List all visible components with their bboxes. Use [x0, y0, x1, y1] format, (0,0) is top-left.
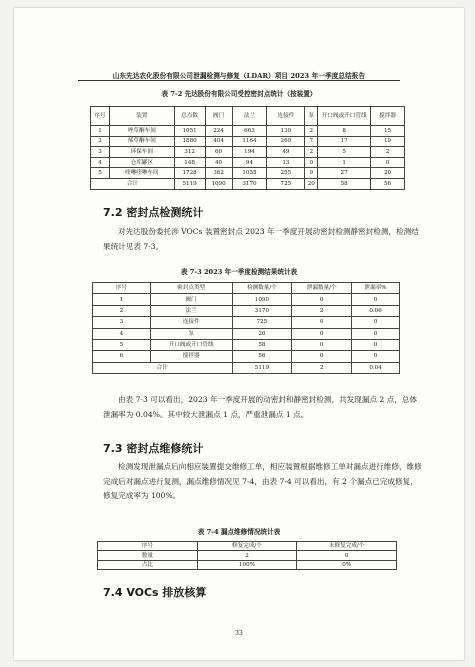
- table-cell: 1728: [174, 168, 205, 179]
- table-cell: 搅拌器: [150, 351, 232, 362]
- table-cell: 3: [93, 317, 151, 328]
- table-cell: 合计: [91, 178, 175, 189]
- table-cell: 1055: [232, 168, 267, 179]
- table-cell: 开口阀或开口管线: [150, 339, 232, 350]
- table-cell: 404: [205, 136, 232, 147]
- table-cell: 56: [232, 351, 292, 362]
- table-cell: 139: [267, 126, 305, 137]
- table-cell: 5: [91, 168, 110, 179]
- table-cell: 6: [93, 351, 151, 362]
- table-header-cell: 连接件: [267, 107, 305, 126]
- table-cell: 2: [305, 126, 318, 137]
- table-row: [98, 551, 397, 560]
- running-header: 山东先达农化股份有限公司泄漏检测与修复（LDAR）项目 2023 年一季度总结报告: [112, 72, 366, 80]
- table-cell: 2: [292, 305, 352, 316]
- table-cell: 58: [318, 178, 371, 189]
- table-row: [91, 126, 405, 137]
- table-row: [93, 339, 400, 350]
- table-row: [93, 351, 400, 362]
- table-cell: 2: [197, 551, 297, 560]
- table-header-cell: 泄漏数量/个: [292, 283, 352, 294]
- table-cell: 194: [232, 147, 267, 158]
- table-cell: 连接件: [150, 317, 232, 328]
- table-header-cell: 总点数: [174, 107, 205, 126]
- table-header-row: [91, 107, 405, 126]
- table-cell: 0: [292, 317, 352, 328]
- table-7-2: [90, 106, 405, 190]
- table-cell: 数量: [98, 551, 198, 560]
- table-cell: 2: [93, 305, 151, 316]
- table-cell: 法兰: [150, 305, 232, 316]
- table-cell: 0.04: [352, 362, 400, 373]
- table-cell: 阀门: [150, 294, 232, 305]
- table-row: [91, 168, 405, 179]
- table-cell: 663: [232, 126, 267, 137]
- table-header-cell: 检测数量/个: [232, 283, 292, 294]
- table-header-cell: 密封点类型: [150, 283, 232, 294]
- table-cell: 60: [205, 147, 232, 158]
- table-cell: 2: [292, 362, 352, 373]
- table-header-cell: 序号: [91, 107, 110, 126]
- table-cell: 362: [205, 168, 232, 179]
- table-header-cell: 阀门: [205, 107, 232, 126]
- table-cell: 泵: [150, 328, 232, 339]
- table-cell: 1164: [232, 136, 267, 147]
- table-cell: 0: [352, 328, 400, 339]
- table-cell: 5119: [232, 362, 292, 373]
- table-header-cell: 序号: [93, 283, 151, 294]
- table-cell: 0: [305, 157, 318, 168]
- table-cell: 占比: [98, 560, 198, 569]
- table-cell: 3170: [232, 178, 267, 189]
- table-cell: 20: [371, 168, 405, 179]
- table-header-row: [93, 283, 400, 294]
- table-cell: 2: [91, 136, 110, 147]
- table-cell: 0: [352, 317, 400, 328]
- table-cell: 5: [318, 147, 371, 158]
- table-cell: 3170: [232, 305, 292, 316]
- table-cell: 8: [318, 126, 371, 137]
- table-cell: 1051: [174, 126, 205, 137]
- table-header-cell: 法兰: [232, 107, 267, 126]
- table-cell: 烯草酮车间: [109, 136, 174, 147]
- table-cell: 5: [93, 339, 151, 350]
- table-cell: 3: [91, 147, 110, 158]
- table-cell: 312: [174, 147, 205, 158]
- table-cell: 7: [305, 136, 318, 147]
- table-row: [93, 294, 400, 305]
- table-cell: 0: [352, 351, 400, 362]
- table-cell: 1: [93, 294, 151, 305]
- page-number: 33: [235, 630, 243, 637]
- table-cell: 255: [267, 168, 305, 179]
- table-7-3-caption: 表 7-3 2023 年一季度检测结果统计表: [180, 268, 298, 276]
- document-page: [14, 8, 464, 660]
- table-cell: 唑草酮车间: [109, 126, 174, 137]
- table-cell: 环保车间: [109, 147, 174, 158]
- table-cell: 49: [267, 147, 305, 158]
- table-header-row: [98, 542, 397, 551]
- table-cell: 15: [371, 126, 405, 137]
- table-row: [98, 560, 397, 569]
- table-cell: 19: [371, 136, 405, 147]
- table-cell: 40: [205, 157, 232, 168]
- table-row: [93, 328, 400, 339]
- table-cell: 58: [232, 339, 292, 350]
- table-cell: 269: [267, 136, 305, 147]
- table-cell: 94: [232, 157, 267, 168]
- paragraph: 由表 7-3 可以看出，2023 年一季度开展的动密封和静密封检测，共发现漏点 2 点，总体泄漏率为 0.04%。其中较大泄漏点 1 点，严重泄漏点 1 点。: [103, 395, 418, 419]
- table-cell: 1: [91, 126, 110, 137]
- table-cell: 148: [174, 157, 205, 168]
- table-cell: 1880: [174, 136, 205, 147]
- table-cell: 725: [232, 317, 292, 328]
- table-header-cell: 修复完成/个: [197, 542, 297, 551]
- table-row: [91, 147, 405, 158]
- table-row: [91, 157, 405, 168]
- table-cell: 4: [91, 157, 110, 168]
- table-cell: 仓库罐区: [109, 157, 174, 168]
- table-cell: 27: [318, 168, 371, 179]
- table-header-cell: 装置: [109, 107, 174, 126]
- table-cell: 1: [318, 157, 371, 168]
- table-total-row: [93, 362, 400, 373]
- table-7-3: [92, 282, 400, 374]
- table-cell: 20: [305, 178, 318, 189]
- header-rule: [78, 80, 400, 81]
- table-cell: 13: [267, 157, 305, 168]
- table-cell: 100%: [197, 560, 297, 569]
- table-cell: 0: [292, 328, 352, 339]
- table-cell: 0: [352, 339, 400, 350]
- table-cell: 17: [318, 136, 371, 147]
- table-cell: 0: [292, 339, 352, 350]
- table-7-4: [97, 541, 397, 570]
- table-header-cell: 开口阀或开口管线: [318, 107, 371, 126]
- paragraph: 对先达股份委托涉 VOCs 装置密封点 2023 年一季度开展动密封检测静密封检测，检测结果统计见表 7-3。: [103, 227, 419, 251]
- paragraph: 检测发现泄漏点后向相应装置提交维修工单，相应装置根据维修工单对漏点进行维修，维修完成后对漏点进行复测，漏点维修情况见 7-4，由表 7-4 可以看出，有 2 个漏点已完成修复，修复完成率为 100%。: [103, 462, 422, 500]
- table-header-cell: 搅拌器: [371, 107, 405, 126]
- table-cell: 2: [371, 147, 405, 158]
- table-row: [91, 136, 405, 147]
- table-cell: 20: [232, 328, 292, 339]
- table-cell: 9: [305, 168, 318, 179]
- section-heading-7-4: 7.4 VOCs 排放核算: [103, 586, 207, 599]
- table-total-row: [91, 178, 405, 189]
- table-cell: 725: [267, 178, 305, 189]
- table-cell: 0: [292, 294, 352, 305]
- table-cell: 1090: [205, 178, 232, 189]
- table-header-cell: 序号: [98, 542, 198, 551]
- table-row: [93, 317, 400, 328]
- table-cell: 0: [292, 351, 352, 362]
- table-row: [93, 305, 400, 316]
- table-cell: 1090: [232, 294, 292, 305]
- table-cell: 0: [297, 551, 397, 560]
- table-cell: 224: [205, 126, 232, 137]
- table-header-cell: 泵: [305, 107, 318, 126]
- table-cell: 56: [371, 178, 405, 189]
- table-cell: 喹啉喹啉车间: [109, 168, 174, 179]
- table-cell: 4: [93, 328, 151, 339]
- table-7-4-caption: 表 7-4 漏点维修情况统计表: [197, 528, 281, 536]
- section-heading-7-3: 7.3 密封点维修统计: [103, 442, 204, 455]
- table-header-cell: 泄漏率%: [352, 283, 400, 294]
- table-cell: 0: [371, 157, 405, 168]
- table-cell: 合计: [93, 362, 233, 373]
- section-heading-7-2: 7.2 密封点检测统计: [103, 206, 204, 219]
- table-7-2-caption: 表 7-2 先达股份有限公司受控密封点统计（按装置）: [161, 90, 317, 98]
- table-cell: 2: [305, 147, 318, 158]
- table-cell: 0: [352, 294, 400, 305]
- table-header-cell: 未修复完成/个: [297, 542, 397, 551]
- table-cell: 5119: [174, 178, 205, 189]
- table-cell: 0.06: [352, 305, 400, 316]
- table-cell: 0%: [297, 560, 397, 569]
